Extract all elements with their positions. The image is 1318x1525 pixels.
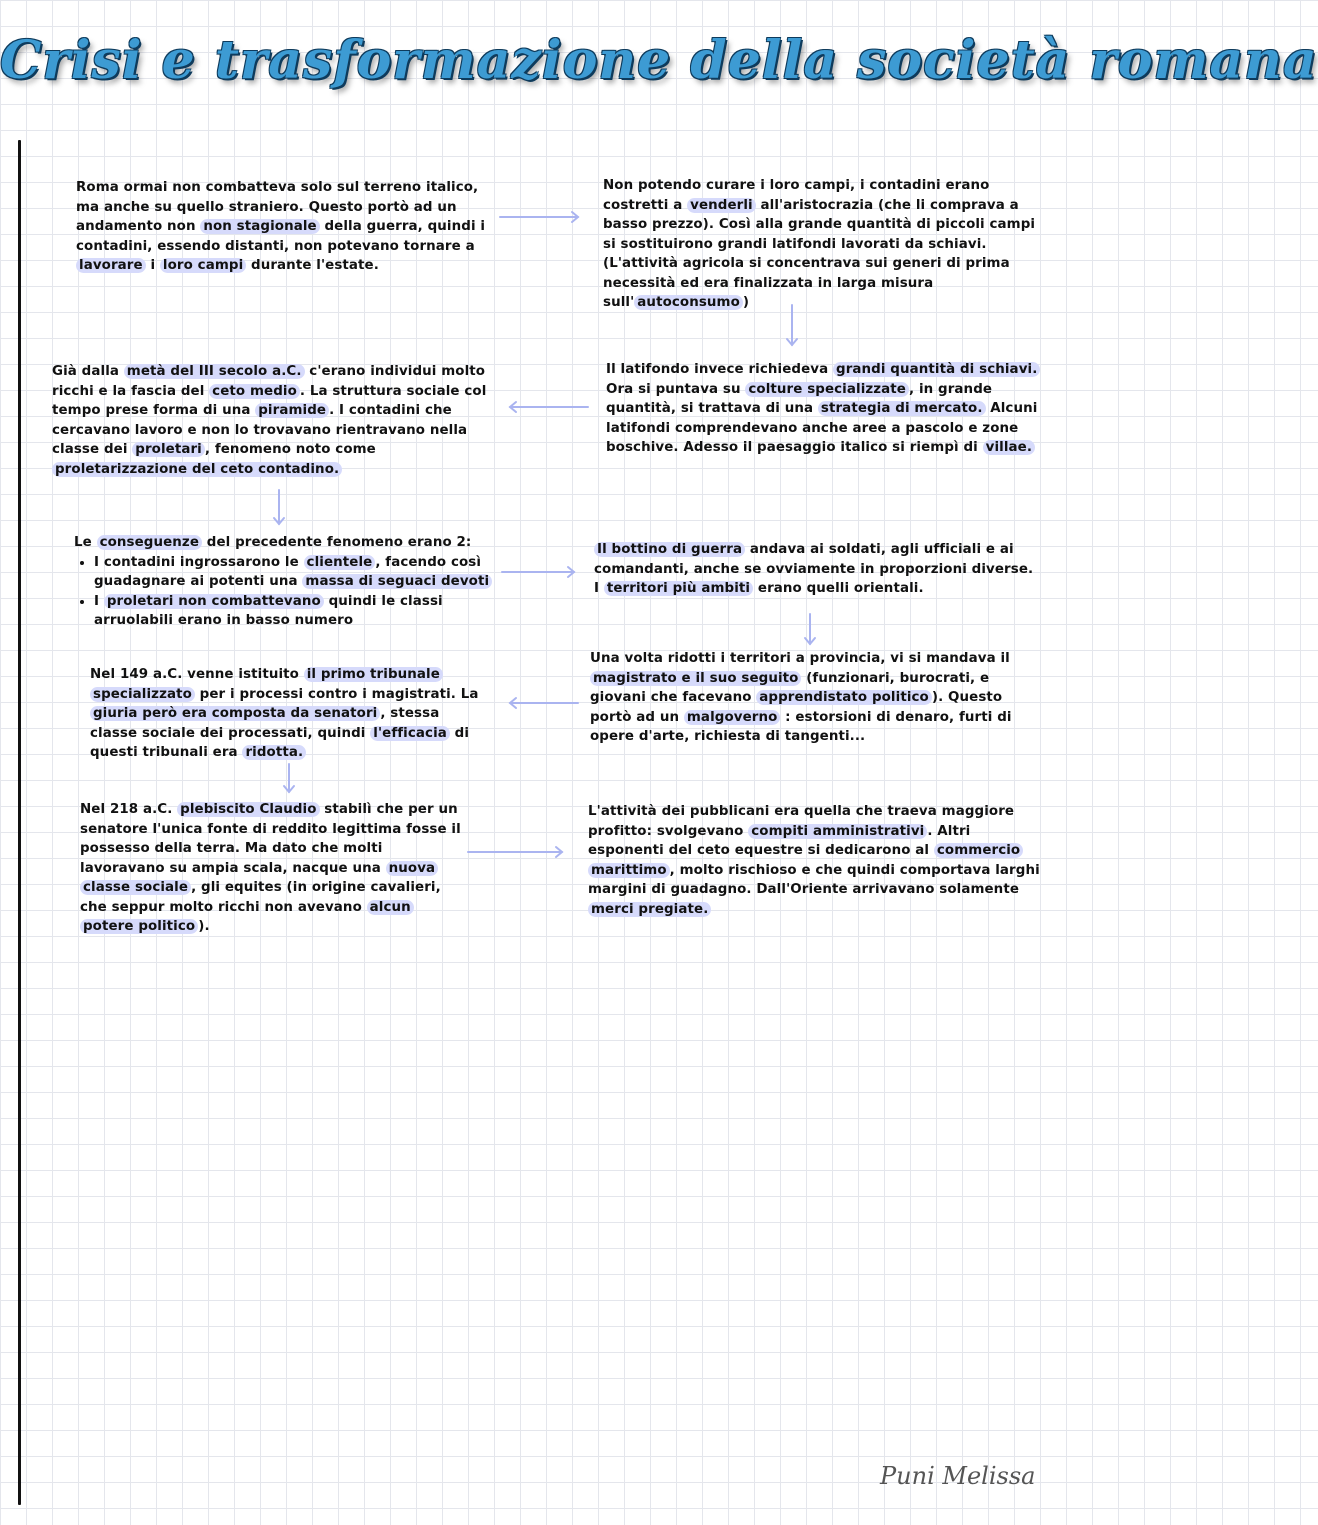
arrow-left-1 xyxy=(506,400,590,414)
conseguenze-list xyxy=(74,553,494,631)
note-pubblicani: L'attività dei pubblicani era quella che traeva maggiore profitto: svolgevano compiti amministrativi . Altri esponenti del ceto equestre si dedicarono al commercio marittimo , molto rischioso e che quindi comportava larghi margini di guadagno. Dall'Oriente arrivavano solamente merci pregiate. xyxy=(588,804,1040,917)
note-tribunale: Nel 149 a.C. venne istituito il primo tribunale specializzato per i processi contro i magistrati. La giuria però era composta da senatori , stessa classe sociale dei processati, quindi l'efficacia di questi tribunali era ridotta. xyxy=(90,667,479,760)
list-item: • I proletari non combattevano quindi le classi arruolabili erano in basso numero xyxy=(94,592,494,631)
list-item: • I contadini ingrossarono le clientele , facendo così guadagnare ai potenti una massa di seguaci devoti xyxy=(94,553,494,592)
note-roma-guerra-straniera: Roma ormai non combatteva solo sul terreno italico, ma anche su quello straniero. Questo portò ad un andamento non non stagionale della guerra, quindi i contadini, essendo distanti, non potevano tornare a lavorare i loro campi durante l'estate. xyxy=(76,180,486,273)
note-plebiscito-claudio: Nel 218 a.C. plebiscito Claudio stabilì che per un senatore l'unica fonte di reddito legittima fosse il possesso della terra. Ma dato che molti lavoravano su ampia scala, nacque una nuova classe sociale , gli equites (in origine cavalieri, che seppur molto ricchi non avevano alcun potere politico ). xyxy=(80,802,461,934)
arrow-down-2 xyxy=(272,488,286,528)
arrow-down-3 xyxy=(803,612,817,648)
arrow-right-3 xyxy=(466,845,566,859)
conseguenze-intro: Le conseguenze del precedente fenomeno erano 2: xyxy=(74,535,472,550)
page-title: Crisi e trasformazione della società romana xyxy=(0,30,1318,91)
note-bottino: Il bottino di guerra andava ai soldati, agli ufficiali e ai comandanti, anche se ovviamente in proporzioni diverse. I territori più ambiti erano quelli orientali. xyxy=(594,542,1034,596)
arrow-right-1 xyxy=(498,210,582,224)
arrow-down-1 xyxy=(785,303,799,349)
margin-line xyxy=(18,140,21,1505)
arrow-left-2 xyxy=(506,696,580,710)
note-conseguenze xyxy=(74,533,494,631)
note-struttura-sociale: Già dalla metà del III secolo a.C. c'erano individui molto ricchi e la fascia del ceto medio . La struttura sociale col tempo prese forma di una piramide . I contadini che cercavano lavoro e non lo trovavano rientravano nella classe dei proletari , fenomeno noto come proletarizzazione del ceto contadino. xyxy=(52,364,487,477)
arrow-right-2 xyxy=(500,565,578,579)
note-province: Una volta ridotti i territori a provincia, vi si mandava il magistrato e il suo seguito (funzionari, burocrati, e giovani che facevano apprendistato politico ). Questo portò ad un malgoverno : estorsioni di denaro, furti di opere d'arte, richiesta di tangenti... xyxy=(590,651,1012,744)
author-signature: Puni Melissa xyxy=(880,1462,1036,1490)
note-latifondo: Il latifondo invece richiedeva grandi quantità di schiavi. Ora si puntava su colture specializzate , in grande quantità, si trattava di una strategia di mercato. Alcuni latifondi comprendevano anche aree a pascolo e zone boschive. Adesso il paesaggio italico si riempì di villae. xyxy=(606,360,1041,458)
arrow-down-4 xyxy=(282,762,296,796)
note-vendita-campi: Non potendo curare i loro campi, i contadini erano costretti a venderli all'aristocrazia (che li comprava a basso prezzo). Così alla grande quantità di piccoli campi si sostituirono grandi latifondi lavorati da schiavi. (L'attività agricola si concentrava sui generi di prima necessità ed era finalizzata in larga misura sull' autoconsumo ) xyxy=(603,178,1036,310)
